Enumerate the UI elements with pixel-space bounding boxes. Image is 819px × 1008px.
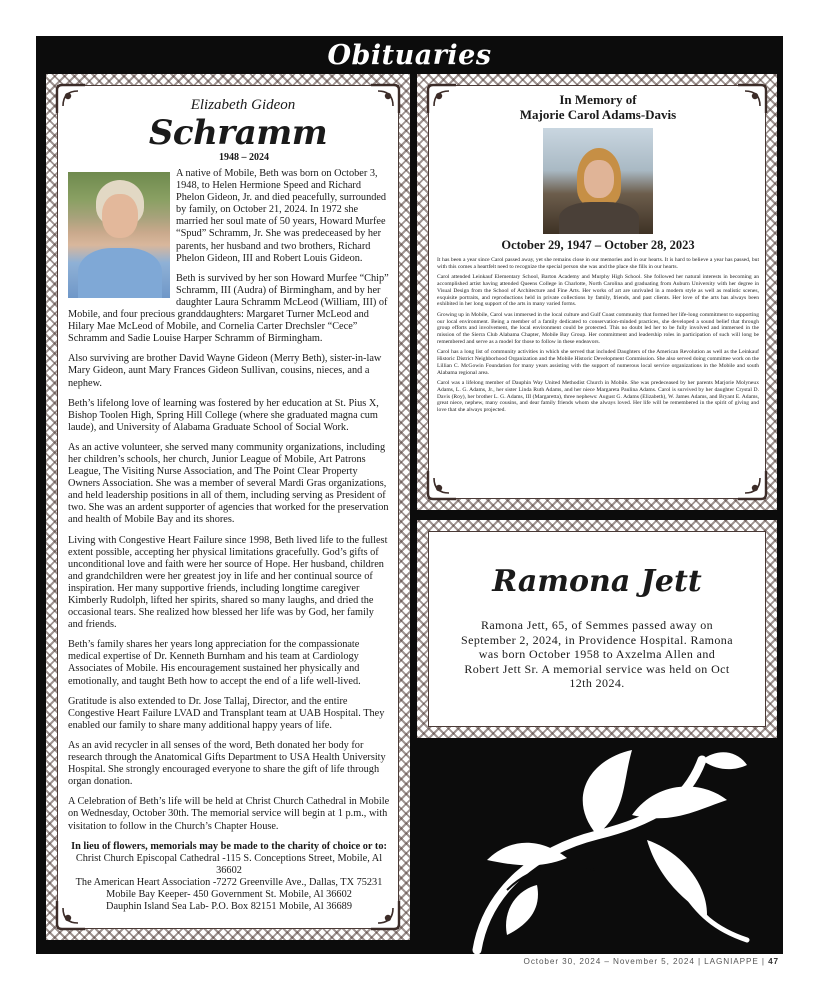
- life-dates: October 29, 1947 – October 28, 2023: [501, 238, 695, 252]
- page-footer: [524, 957, 779, 966]
- paragraph: As an active volunteer, she served many community organizations, including her children’s schools, her church, Junior League of Mobile, Art Patrons League, The Visiting Nurse Association, and The Point Clear Property Owners Association. She was a member of several Mardi Gras organizations, and held leadership positions in all of them, including serving as President of two. She was an ardent supporter of agencies that worked for the preservation and health of Mobile Bay and its shores.: [68, 441, 389, 526]
- section-banner: [36, 36, 783, 74]
- obituary-schramm: [46, 74, 410, 940]
- publication-name: LAGNIAPPE: [704, 957, 759, 966]
- paragraph: A native of Mobile, Beth was born on October 3, 1948, to Helen Hermione Speed and Richard Phelon Gideon, Jr. and died peacefully, surrounded by family, on October 21, 2024. In 1972 she married her soul mate of 50 years, Howard Murfee “Spud” Schramm, Jr. She was predeceased by her parents, her husband and two brothers, Richard Phelon Gideon, III and Robert Louis Gideon.: [176, 168, 387, 264]
- page-number: 47: [768, 957, 779, 966]
- memorial-body: [437, 92, 759, 492]
- surname: Schramm: [148, 113, 328, 153]
- paragraph: Beth’s family shares her years long appreciation for the compassionate medical expertise of Dr. Kenneth Burnham and his team at Cardiology Associates of Mobile. His encouragement sustained her physically and emotionally, and taught Beth how to accept the end of a life well-lived.: [68, 639, 361, 687]
- portrait-photo: [543, 128, 653, 234]
- memorial-text: [437, 257, 759, 414]
- section-title: Obituaries: [327, 40, 492, 71]
- issue-dates: October 30, 2024 – November 5, 2024: [523, 957, 695, 966]
- paragraph: It has been a year since Carol passed away, yet she remains close in our memories and in our hearts. It is hard to believe a year has passed, but with this comes a heartfelt need to recognize the special person she was and the place she fills in our hearts.: [437, 257, 759, 270]
- charity-line: The American Heart Association -7272 Greenville Ave., Dallas, TX 75231: [75, 876, 383, 888]
- charity-line: Christ Church Episcopal Cathedral -115 S. Conceptions Street, Mobile, Al 36602: [75, 852, 383, 876]
- paragraph: Carol was a lifelong member of Dauphin Way United Methodist Church in Mobile. She was predeceased by her parents Marjorie Molyneux Adams, L. G. Adams, Jr., her sister Linda Ruth Adams, and her niece Margareta Paulina Adams. Carol is survived by her daughter Crystal D. Davis (Roy), her brother L. G. Adams, III (Margaretta), three nephews: August G. Adams (Elizabeth), W. James Adams, and Bryant E. Adams, great niece, nephew, many cousins, and dear family friends whom she always loved. Her life will be remembered in the spirit of giving and love that she always projected.: [437, 380, 759, 414]
- memorials-heading: In lieu of flowers, memorials may be made to the charity of choice or to:: [71, 840, 387, 852]
- paragraph: Beth’s lifelong love of learning was fostered by her education at St. Pius X, Bishop Toolen High, Spring Hill College (where she graduated magna cum laude), and University of Alabama Graduate School of Social Work.: [68, 397, 379, 433]
- obituary-ramona-jett: [417, 520, 777, 738]
- obituary-text: Ramona Jett, 65, of Semmes passed away on September 2, 2024, in Providence Hospital. Ramona was born October 1958 to Axzelma Allen and Robert Jett Sr. A memorial service was held on Oct 12th 2024.: [461, 618, 733, 691]
- separator: |: [761, 957, 769, 966]
- life-dates: 1948 – 2024: [219, 152, 269, 163]
- paragraph: Also surviving are brother David Wayne Gideon (Merry Beth), sister-in-law Mary Gideon, aunt Mary Frances Gideon Sullivan, cousins, nieces, and a nephew.: [68, 353, 382, 389]
- paragraph: Beth is survived by her son Howard Murfee “Chip” Schramm, III (Audra) of Birmingham, and by her daughter Laura Schramm McLeod (William, III) of Mobile, and four precious granddaughters: Margaret Turner McLeod and Hilary Mae McLeod of Mobile, and Cornelia Carter Drechsler “Cece” Schramm and Sadie Louise Harper Schramm of Birmingham.: [68, 272, 389, 345]
- leaf-flourish-icon: [417, 740, 783, 954]
- charity-line: Dauphin Island Sea Lab- P.O. Box 82151 Mobile, Al 36689: [106, 901, 352, 913]
- paragraph: A Celebration of Beth’s life will be held at Christ Church Cathedral in Mobile on Wednesday, October 30th. The memorial service will begin at 1 p.m., with visitation to follow in the Church’s Chapter House.: [68, 796, 390, 832]
- paragraph: Living with Congestive Heart Failure since 1998, Beth lived life to the fullest extent possible, accepting her physical limitations gracefully. God’s gifts of unconditional love and faith were her source of Hope. Her husband, children and grandchildren were her greatest joy in life and her continual source of inspiration. Her many supportive friends, including longtime caregiver Kimberly Rudolph, lifted her spirits, shared so many laughs, and dried the occasional tears. She realized how blessed her life was by God, her family and friends.: [68, 534, 388, 631]
- separator: |: [697, 957, 705, 966]
- paragraph: Gratitude is also extended to Dr. Jose Tallaj, Director, and the entire Congestive Heart Failure LVAD and Transplant team at UAB Hospital. They enabled our family to share many additional happy years of life.: [68, 695, 385, 731]
- obituary-body: [68, 96, 390, 920]
- portrait-photo: [68, 172, 170, 298]
- paragraph: As an avid recycler in all senses of the word, Beth donated her body for research through the Anatomical Gifts Department to USA Health University Hospital. She strongly encouraged everyone to share the gift of life through organ donation.: [68, 739, 386, 788]
- memorials-block: [68, 841, 390, 914]
- memorial-name: Majorie Carol Adams-Davis: [519, 107, 677, 122]
- first-names: Elizabeth Gideon: [190, 97, 296, 113]
- deceased-name: Ramona Jett: [492, 564, 702, 599]
- charity-line: Mobile Bay Keeper- 450 Government St. Mobile, Al 36602: [106, 888, 352, 900]
- memorial-adams-davis: [417, 74, 777, 510]
- paragraph: Growing up in Mobile, Carol was immersed in the local culture and Gulf Coast community that formed her life-long commitment to supporting our local environment. Being a member of a family dedicated to conservation-minded practices, she developed a sound belief that through group efforts and involvement, the local environment could be protected. This no doubt led her to be fully involved and immersed in the mission of the Sierra Club Alabama Chapter, Mobile Bay Group. Her commitment and leadership roles in participation of such will long be remembered and serve as a model for those to follow in these endeavors.: [437, 311, 759, 345]
- memorial-heading: In Memory of: [559, 92, 637, 107]
- paragraph: Carol attended Leinkauf Elementary School, Barton Academy and Murphy High School. She followed her natural interests in becoming an accomplished artist having attended Queens College in Charlotte, North Carolina and graduating from Auburn University with her degree in Visual Design from the School of Architecture and Fine Arts. Her works of art are unrivaled in a modern style as well as realistic scenes, exquisite portraits, and reproductions held in private collections by family, friends, and past clients. Her love of the arts has always been exhibited in her long support of the arts in many varied forms.: [437, 274, 759, 308]
- paragraph: Carol has a long list of community activities in which she served that included Daughters of the American Revolution as well as the Leinkauf Historic District Neighborhood Organization and the Mobile Historic Development Commission. She also served doing committee work on the Lillian C. McGowin Foundation for many years assisting with the support of numerous local service organizations in the Mobile and south Alabama regional area.: [437, 349, 759, 376]
